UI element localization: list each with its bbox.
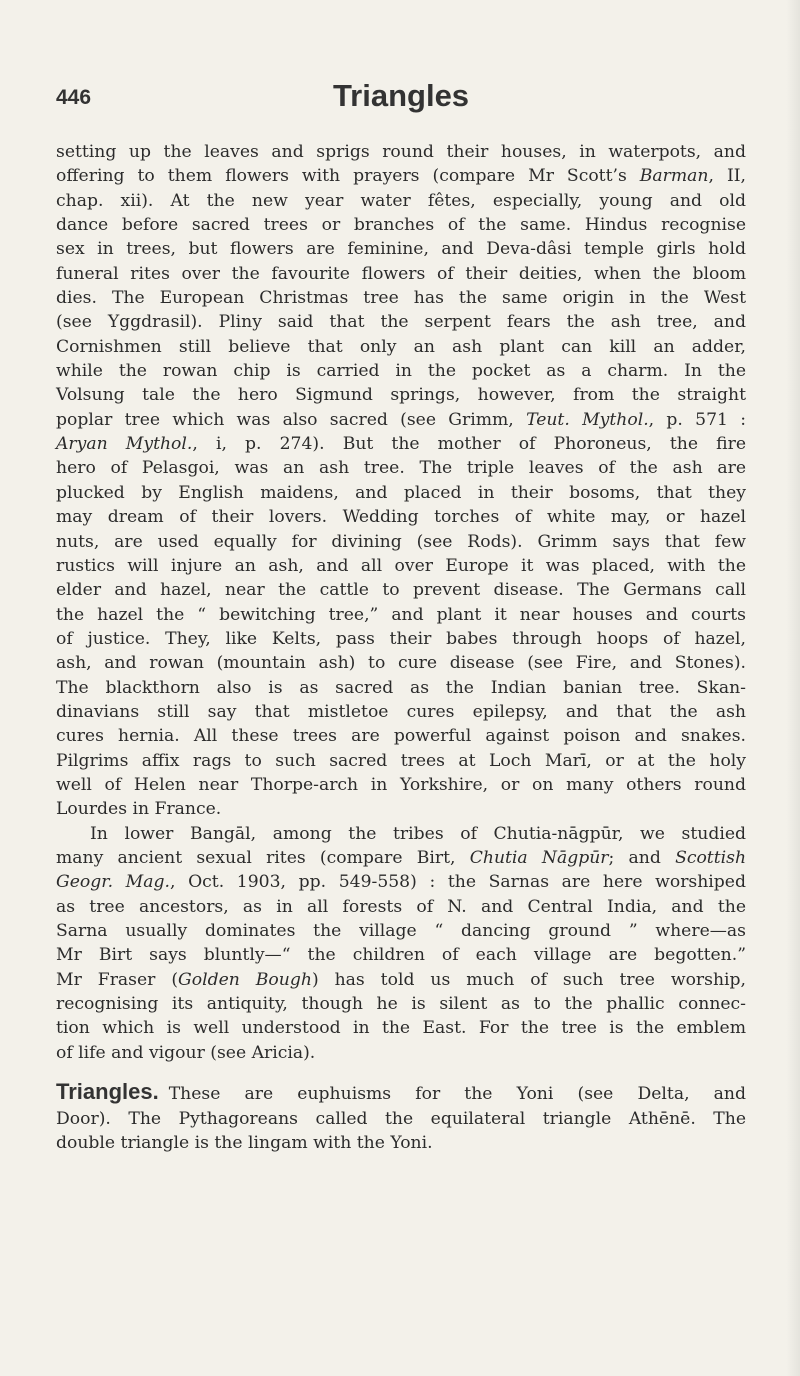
text-line: ash, and rowan (mountain ash) to cure disease (see Fire, and Stones). [56,653,746,674]
text-line: as tree ancestors, as in all forests of N. and Central India, and the [56,896,746,917]
page-edge-shadow [786,0,800,1376]
running-head [56,78,746,122]
text-line: Mr Fraser (Golden Bough) has told us much of such tree worship, [56,969,747,990]
text-line: may dream of their lovers. Wedding torches of white may, or hazel [56,507,746,528]
text-line: tion which is well understood in the East. For the tree is the emblem [56,1018,746,1039]
text-line: In lower Bangāl, among the tribes of Chutia-nāgpūr, we studied [90,823,746,844]
text-line: the hazel the “ bewitching tree,” and plant it near houses and courts [56,604,746,625]
text-line: dance before sacred trees or branches of the same. Hindus recognise [56,215,746,236]
text-line: elder and hazel, near the cattle to prevent disease. The Germans call [56,580,746,601]
text-line: Lourdes in France. [56,799,222,820]
text-line: hero of Pelasgoi, was an ash tree. The triple leaves of the ash are [56,458,746,479]
page-number: 446 [56,86,92,109]
text-line: chap. xii). At the new year water fêtes, especially, young and old [56,190,746,211]
text-line: Pilgrims affix rags to such sacred trees at Loch Marī, or at the holy [56,750,746,771]
text-line: well of Helen near Thorpe-arch in Yorkshire, or on many others round [56,774,746,795]
text-line: many ancient sexual rites (compare Birt, Chutia Nāgpūr; and Scottish [56,847,747,868]
text-line: Sarna usually dominates the village “ dancing ground ” where—as [56,921,746,941]
text-line: while the rowan chip is carried in the pocket as a charm. In the [56,361,746,382]
page-title: Triangles [332,78,470,113]
entry-heading-line: Triangles. These are euphuisms for the Yoni (see Delta, and [56,1079,746,1105]
text-line: The blackthorn also is as sacred as the Indian banian tree. Skan- [56,677,746,698]
text-line: of justice. They, like Kelts, pass their babes through hoops of hazel, [56,628,746,649]
text-line: Aryan Mythol., i, p. 274). But the mother of Phoroneus, the fire [56,434,746,455]
text-line: setting up the leaves and sprigs round their houses, in waterpots, and [56,142,746,162]
text-line: poplar tree which was also sacred (see Grimm, Teut. Mythol., p. 571 : [56,409,747,430]
text-line: Door). The Pythagoreans called the equilateral triangle Athēnē. The [56,1109,746,1130]
paragraph-gap [56,1065,746,1077]
text-line: dies. The European Christmas tree has the same origin in the West [56,288,746,309]
text-line: of life and vigour (see Aricia). [56,1042,316,1063]
text-line: nuts, are used equally for divining (see Rods). Grimm says that few [56,531,746,552]
text-line: offering to them flowers with prayers (compare Mr Scott’s Barman, II, [56,166,746,187]
text-line: (see Yggdrasil). Pliny said that the serpent fears the ash tree, and [56,312,746,333]
text-line: funeral rites over the favourite flowers of their deities, when the bloom [56,263,746,284]
entry-headword: Triangles. [56,1079,159,1105]
text-line: Volsung tale the hero Sigmund springs, however, from the straight [56,385,746,406]
text-line: cures hernia. All these trees are powerful against poison and snakes. [56,726,746,747]
text-line: dinavians still say that mistletoe cures epilepsy, and that the ash [56,701,746,722]
text-line: recognising its antiquity, though he is silent as to the phallic connec- [56,994,746,1015]
text-line: Cornishmen still believe that only an ash plant can kill an adder, [56,336,746,357]
text-line: Geogr. Mag., Oct. 1903, pp. 549-558) : the Sarnas are here worshiped [56,872,746,893]
article-text [56,140,746,1156]
text-line: plucked by English maidens, and placed in their bosoms, that they [56,482,746,503]
text-line: rustics will injure an ash, and all over Europe it was placed, with the [56,555,746,576]
text-line: double triangle is the lingam with the Yoni. [56,1133,433,1154]
text-line: Mr Birt says bluntly—“ the children of each village are begotten.” [56,945,746,966]
text-line: sex in trees, but flowers are feminine, and Deva-dâsi temple girls hold [56,239,746,260]
